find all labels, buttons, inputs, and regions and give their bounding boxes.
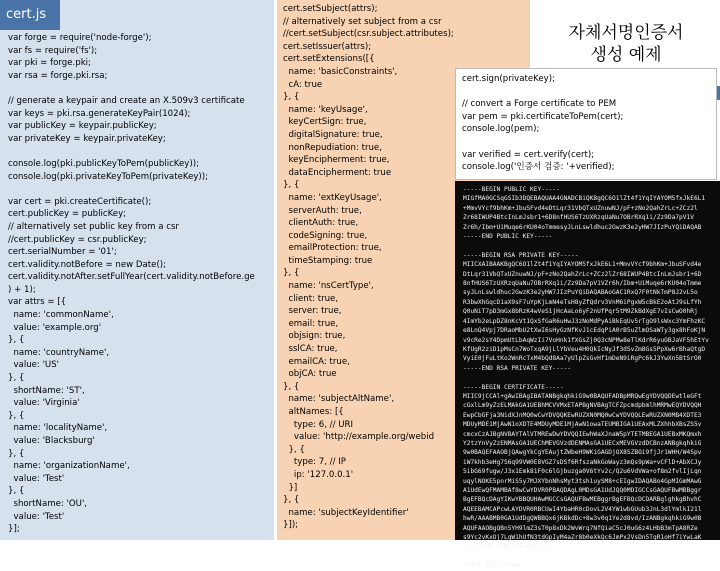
console-output-panel: [455, 181, 720, 570]
console-output-text: -----BEGIN PUBLIC KEY----- MIGfMA0GCSqGSIb3DQEBAQUAA4GNADCBiQKBgQC6O1lZt4f1YqIYAYOM5fxJkE6L1 +MmvVYcf9bhKm+JbuSFvd4eDtLqr31VbQTxUZnuwNJ/pF+zNo2QahZrLc+ZCz2l Zr68IWUP4BtcInLmJsbr1+6D8nfHUS6TzUXRzqUaNu7OBrRXq1i/Zz9Da7pV1V Zr6h/Ibm+UiMuqe6rKU04oTmmesyJLnLswldhuc2GwzK3e2yHW7JIzPuYQiDAQAB -----END PUBLIC KEY----- -----BEGIN RSA PRIVATE KEY----- MIICXAIBAAKBgQC6O1lZt4f1YqIYAYOM5fxJkE6L1+MmvVYcf9bhKm+JbuSFvd4e DtLqr31VbQTxUZnuwNJ/pF+zNo2QahZrLc+ZCz2lZr68IWUP4BtcInLmJsbr1+6D 8nfHUS6TzUXRzqUaNu7OBrRXq1i/Zz9Da7pV1VZr6h/Ibm+UiMuqe6rKU04oTmme syJLnLswldhuc2GwzK3e2yHW7JIzPuYQiDAQABAoGAC1RxQ7F0tNkTmP8J2vL5o R3bwXhGqcD1aX9sF7uYpKjLmN4eTsH8yZfQdrv3VnM6iPgxW5cBkE2oAtJ9sLfYh Q0uNiT7pD3mGx8bRzK4wVeS1jHcAaLo6yF2nUfPqr5tM9ZkBdXgE7vIsCwO0hRj 4ImYb2eLpDZ8nKcVt1QxSfGaR6uHwJ3zNoMdPyAiBkEqUv5rTgO9lsWxc3YmFhzKC e8LnQ4Vpj7DRaoMbU2tXwI6sHyGzNfKvJ1cEdqPiA0rB5uZlmOSaWTy3gx8hFoKjN v9cRe2sY4DpmUtLbAqWzIi7VoHnk1fXGsZj0Q3cNPMw8eTlKdrR6yuOBJaVF5hEtYv KfUgR2ziD1pMsCn7WoTxqA9jLlYbVeu4H0QkIcNyJf3dSvZm8Gs5PpXw6rBhaQtgD VyiE0jFuLtKo2WnRcTxM4bQd8Aa7yUlpZsGvHf1mDeN9iRgPc6kJ3YwXn5BtSrO0 -----END RSA PRIVATE KEY----- -----BEGIN CERTIFICATE----- MIIC9jCCAl+gAwIBAgIBATANBgkqhkiG9w0BAQUFADBpMRQwEgYDVQQDEwtleGFt cGxlLm9yZzELMAkGA1UEBhMCVVMxETAPBgNVBAgTCFZpcmdpbmlhMRMwEQYDVQQH EwpCbGFja3NidXJnMQ0wCwYDVQQKEwRUZXN0MQ0wCwYDVQQLEwRUZXN0MB4XDTE3 MDUyMDE1MjAwN1oXDTE4MDUyMDE1MjAwN1owaTEUMBIGA1UEAxMLZXhhbXBsZS5v cmcxCzAJBgNVBAYTAlVTMREwDwYDVQQIEwhWaXJnaW5pYTETMBEGA1UEBxMKQmxh Y2tzYnVyZzENMAsGA1UEChMEVGVzdDENMAsGA1UECxMEVGVzdDCBnzANBgkqhkiG 9w0BAQEFAAOBjQAwgYkCgYEAujtZWbeH9WKiGAGDjOX8SZBOi9fjJr1WHH/W4Spv iW7khb3eHg7S6q99VW0E8VGZ7sDSf6RfszaNkGoWayz3mQs9pWa+vCFlD+AbXCJy 5ibG69fugw/J3x1Emk81F0c6lGjbuzga0V6tYv2c/Q2u6VdVWa+of8m2fvlIjLqn uqylNOKE5pnrMiS5y7MJXYbnNhsMyt3tsh1uySM8+cEIgwIDAQABo4GpMIGmMAwG A1UdEwQFMAMBAf8wCwYDVR0PBAQDAgL0MDsGA1UdJQQ0MDIGCCsGAQUFBwMBBggr BgEFBQcDAgYIKwYBBQUHAwMGCCsGAQUFBwMEBggrBgEFBQcDCDARBglghkgBhvhC AQEEBAMCAPcwLAYDVR0RBCUwI4YbaHR0cDovL2V4YW1wbGUub3JnL3dlYmlkI21l hwR/AAABMB0GA1UdDgQWBBQx6jKBkdDc+8w3v0q1Ye2d8vd/IzANBgkqhkiG9w0B AQUFAAOBgQBn5YH9lmZ3sT0p8xDk2WvWrq7NfQiaC5cJ0uG6z4LHbB3mTpA8RZe s9Yc2vKxOj7LqW1hUfN3tdGpIyM4aZr8b0eXkQc6JmPx2VsDn5TgR1oHf7iYwLaK -----END CERTIFICATE----- 인증서 검증: true: [463, 186, 709, 570]
file-title-tab: cert.js: [0, 0, 60, 30]
sign-code-block: cert.sign(privateKey); // convert a Forge certificate to PEM var pem = pki.certificateToPem(cert); console.log(pem); var verified = cert.verify(cert); console.log('인증서 검증: '+verified);: [462, 74, 624, 173]
slide-heading: 자체서명인증서 생성 예제: [568, 23, 684, 65]
left-code-block: var forge = require('node-forge'); var fs = require('fs'); var pki = forge.pki; var rsa = forge.pki.rsa; // generate a keypair and create an X.509v3 certificate var keys = pki.rsa.generateKeyPair(1024); var publicKey = keypair.publicKey; var privateKey = keypair.privateKey; console.log(pki.publicKeyToPem(publicKey)); console.log(pki.privateKeyToPem(privateKey)); var cert = pki.createCertificate(); cert.publicKey = publicKey; // alternatively set public key from a csr //cert.publicKey = csr.publicKey; cert.serialNumber = '01'; cert.validity.notBefore = new Date(); cert.validity.notAfter.setFullYear(cert.validity.notBefore.ge ) + 1); var attrs = [{ name: 'commonName', value: 'example.org' }, { name: 'countryName', value: 'US' }, { shortName: 'ST', value: 'Virginia' }, { name: 'localityName', value: 'Blacksburg' }, { name: 'organizationName', value: 'Test' }, { shortName: 'OU', value: 'Test' }];: [8, 33, 255, 535]
middle-code-block: cert.setSubject(attrs); // alternatively set subject from a csr //cert.setSubject(csr.subject.attributes); cert.setIssuer(attrs); cert.setExtensions([{ name: 'basicConstraints', cA: true }, { name: 'keyUsage', keyCertSign: true, digitalSignature: true, nonRepudiation: true, keyEncipherment: true, dataEncipherment: true }, { name: 'extKeyUsage', serverAuth: true, clientAuth: true, codeSigning: true, emailProtection: true, timeStamping: true }, { name: 'nsCertType', client: true, server: true, email: true, objsign: true, sslCA: true, emailCA: true, objCA: true }, { name: 'subjectAltName', altNames: [{ type: 6, // URI value: 'http://example.org/webid }, { type: 7, // IP ip: '127.0.0.1' }] }, { name: 'subjectKeyIdentifier' }]);: [283, 4, 454, 531]
left-code-panel: [0, 0, 274, 540]
sign-code-box: [455, 68, 717, 180]
